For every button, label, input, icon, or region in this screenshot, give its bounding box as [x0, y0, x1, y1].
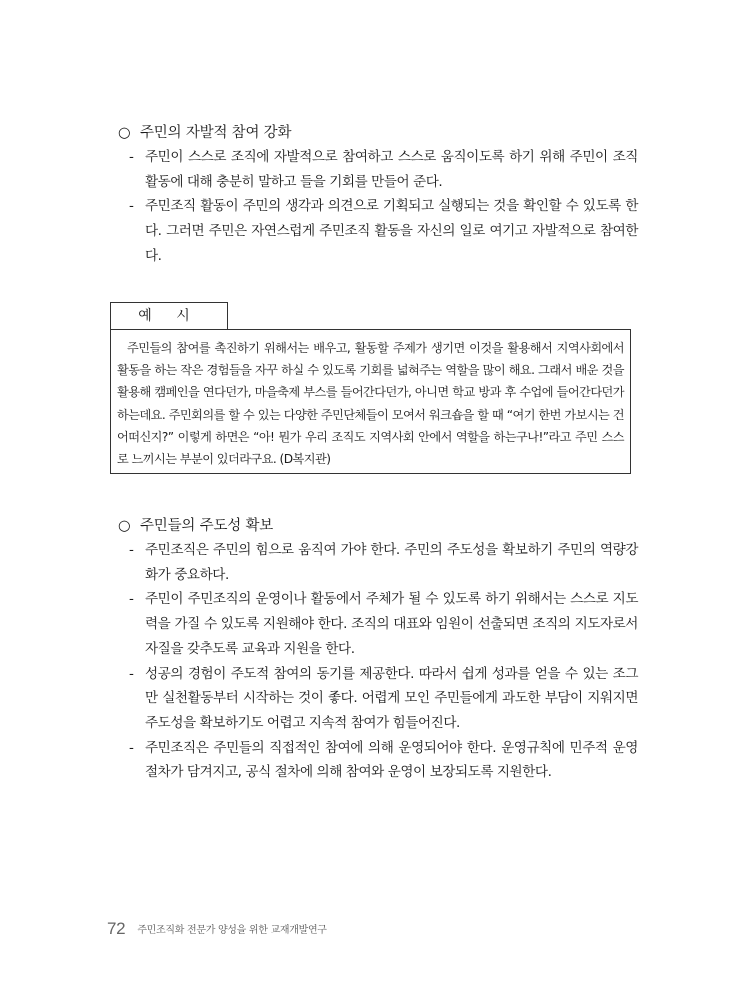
- section-title: 주민의 자발적 참여 강화: [140, 125, 292, 141]
- circle-bullet-icon: ○: [118, 125, 131, 141]
- example-label: 예 시: [110, 302, 228, 329]
- dash-icon: -: [129, 591, 134, 608]
- bullet-list: [118, 145, 638, 269]
- section-resident-initiative: [118, 514, 638, 785]
- list-item: - 주민조직은 주민의 힘으로 움직여 가야 한다. 주민의 주도성을 확보하기 주민의 역량강화가 중요하다.: [118, 538, 638, 587]
- list-item: - 주민이 스스로 조직에 자발적으로 참여하고 스스로 움직이도록 하기 위해 주민이 조직활동에 대해 충분히 말하고 들을 기회를 만들어 준다.: [118, 145, 638, 194]
- list-item: - 주민조직은 주민들의 직접적인 참여에 의해 운영되어야 한다. 운영규칙에 민주적 운영절차가 담겨지고, 공식 절차에 의해 참여와 운영이 보장되도록 지원한다.: [118, 736, 638, 785]
- page-number: 72: [107, 919, 126, 938]
- dash-icon: -: [129, 198, 134, 215]
- circle-bullet-icon: ○: [118, 518, 131, 534]
- section-heading: [118, 514, 638, 538]
- section-heading: [118, 121, 638, 145]
- example-box: 주민들의 참여를 촉진하기 위해서는 배우고, 활동할 주제가 생기면 이것을 활용해서 지역사회에서 활동을 하는 작은 경험들을 자꾸 하실 수 있도록 기회를 넓혀주는 역할을 많이 해요. 그래서 배운 것을 활용해 캠페인을 연다던가, 마을축제 부스를 들어간다던가, 아니면 학교 방과 후 수업에 들어간다던가 하는데요. 주민회의를 할 수 있는 다양한 주민단체들이 모여서 워크숍을 할 때 “여기 한번 가보시는 건 어떠신지?” 이렇게 하면은 “아! 뭔가 우리 조직도 지역사회 안에서 역할을 하는구나!”라고 주민 스스로 느끼시는 부분이 있더라구요. (D복지관): [110, 329, 631, 474]
- section-title: 주민들의 주도성 확보: [140, 518, 274, 534]
- dash-icon: -: [129, 149, 134, 165]
- page-footer: [107, 919, 327, 939]
- dash-icon: -: [129, 542, 134, 558]
- dash-icon: -: [129, 665, 134, 682]
- section-voluntary-participation: [118, 121, 638, 269]
- list-item: - 주민조직 활동이 주민의 생각과 의견으로 기획되고 실행되는 것을 확인할 수 있도록 한다. 그러면 주민은 자연스럽게 주민조직 활동을 자신의 일로 여기고 자발적으로 참여한다.: [118, 194, 638, 268]
- book-title: 주민조직화 전문가 양성을 위한 교재개발연구: [137, 925, 327, 936]
- list-item: - 성공의 경험이 주도적 참여의 동기를 제공한다. 따라서 쉽게 성과를 얻을 수 있는 조그만 실천활동부터 시작하는 것이 좋다. 어렵게 모인 주민들에게 과도한 부담이 지워지면 주도성을 확보하기도 어렵고 지속적 참여가 힘들어진다.: [118, 662, 638, 736]
- list-item: - 주민이 주민조직의 운영이나 활동에서 주체가 될 수 있도록 하기 위해서는 스스로 지도력을 가질 수 있도록 지원해야 한다. 조직의 대표와 임원이 선출되면 조직의 지도자로서 자질을 갖추도록 교육과 지원을 한다.: [118, 587, 638, 661]
- dash-icon: -: [129, 739, 134, 756]
- bullet-list: [118, 538, 638, 785]
